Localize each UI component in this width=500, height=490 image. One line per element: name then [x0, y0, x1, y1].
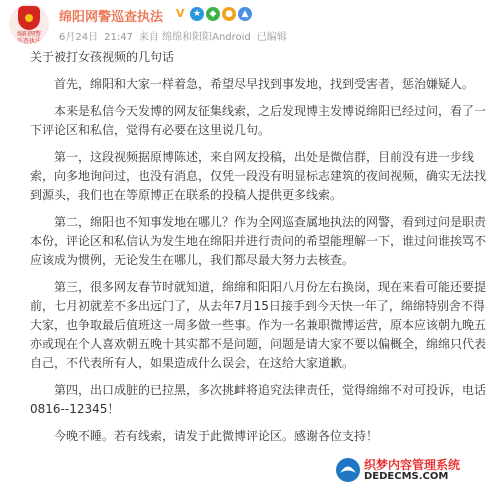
- vip-icon: ★: [190, 7, 204, 21]
- paragraph-first: 第一，这段视频据原博陈述，来自网友投稿，出处是微信群，目前没有进一步线索，向多地询问过，也没有消息，仅凭一段没有明显标志建筑的夜间视频，确实无法找到源头，我们也在等原博正在联系的投稿人提供更多线索。: [30, 150, 487, 202]
- edited-label[interactable]: 已编辑: [256, 32, 287, 43]
- post-content: [30, 48, 494, 454]
- avatar[interactable]: [9, 4, 49, 44]
- post-title: 关于被打女孩视频的几句话: [30, 50, 175, 64]
- account-name[interactable]: 绵阳网警巡查执法: [59, 10, 164, 25]
- avatar-text: 绵阳网警 巡查执法: [16, 31, 41, 44]
- post-meta: [59, 28, 293, 43]
- badge-blue-icon: ▲: [238, 7, 252, 21]
- badge-orange-icon: ●: [222, 7, 236, 21]
- paragraph-second: 第二，绵阳也不知事发地在哪儿？作为全网巡查属地执法的网警，看到过问是职责本份，评论区和私信认为发生地在绵阳并进行责问的希望能理解一下，谁过问谁挨骂不应该成为惯例，无论发生在哪儿，我们都尽最大努力去核查。: [30, 215, 487, 267]
- dedecms-logo-icon: [334, 456, 362, 484]
- badge-green-icon: ◆: [206, 7, 220, 21]
- police-badge-icon: [18, 6, 40, 30]
- post-date: 6月24日: [59, 32, 99, 43]
- paragraph-background: 本来是私信今天发博的网友征集线索，之后发现博主发博说绵阳已经过问，看了一下评论区和私信，觉得有必要在这里说几句。: [30, 104, 487, 137]
- paragraph-fourth: 第四，出口成脏的已拉黑，多次挑衅将追究法律责任，觉得绵绵不对可投诉，电话0816--12345！: [30, 383, 487, 416]
- paragraph-closing: 今晚不睡。若有线索，请发于此微博评论区。感谢各位支持！: [54, 429, 379, 443]
- watermark: [334, 456, 494, 484]
- verified-icon: V: [176, 7, 185, 20]
- post-source[interactable]: 来自 绵绵和阳阳Android: [138, 32, 251, 43]
- post-time[interactable]: 21:47: [104, 32, 133, 43]
- watermark-url: DEDECMS.COM: [364, 471, 449, 482]
- paragraph-third: 第三，很多网友春节时就知道，绵绵和阳阳八月份左右换岗，现在来看可能还要提前，七月初就差不多出远门了，从去年7月15日接手到今天快一年了，绵绵特别舍不得大家，也争取最后值班这一周多做一些事。作为一名兼职微博运营，原本应该朝九晚五亦或现在个人喜欢朝五晚十其实都不是问题，问题是请大家不要以偏概全，绵绵只代表自己，不代表所有人，如果造成什么误会，在这给大家道歉。: [30, 280, 487, 370]
- paragraph-intro: 首先，绵阳和大家一样着急，希望尽早找到事发地，找到受害者，惩治嫌疑人。: [54, 77, 475, 91]
- watermark-title: 织梦内容管理系统: [364, 458, 461, 472]
